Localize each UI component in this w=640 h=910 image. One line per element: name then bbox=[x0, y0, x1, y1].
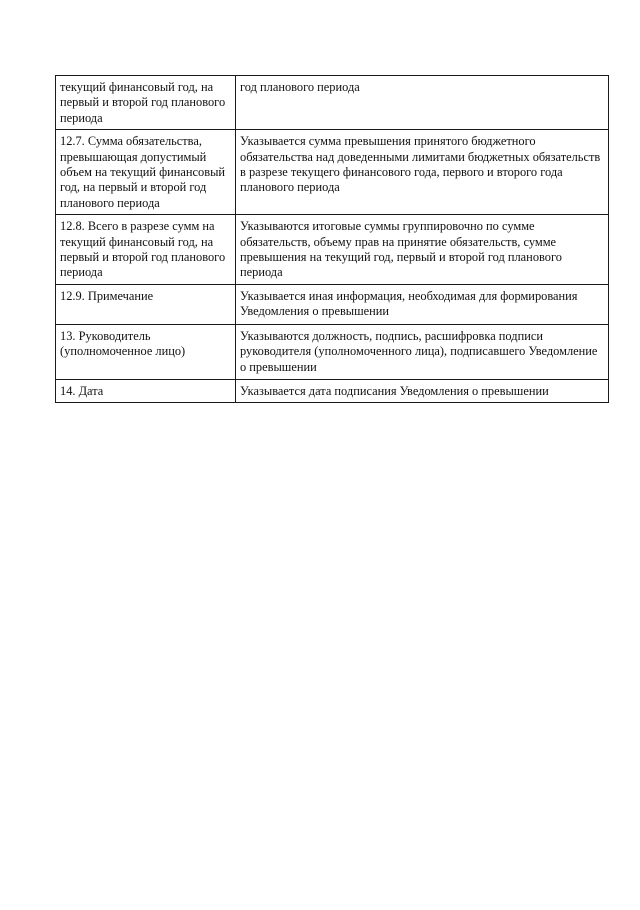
requirements-table bbox=[55, 75, 609, 403]
table-row bbox=[56, 215, 609, 285]
field-description-cell: год планового периода bbox=[236, 76, 609, 130]
field-name-cell: 12.8. Всего в разрезе сумм на текущий финансовый год, на первый и второй год планового периода bbox=[56, 215, 236, 285]
field-name-cell: 12.7. Сумма обязательства, превышающая допустимый объем на текущий финансовый год, на первый и второй год планового периода bbox=[56, 130, 236, 215]
table-row bbox=[56, 76, 609, 130]
field-name-cell: 12.9. Примечание bbox=[56, 284, 236, 324]
table-row bbox=[56, 379, 609, 402]
field-description-cell: Указываются должность, подпись, расшифровка подписи руководителя (уполномоченного лица), подписавшего Уведомление о превышении bbox=[236, 324, 609, 379]
table-row bbox=[56, 130, 609, 215]
field-description-cell: Указывается сумма превышения принятого бюджетного обязательства над доведенными лимитами бюджетных обязательств в разрезе текущего финансового года, первого и второго года планового периода bbox=[236, 130, 609, 215]
field-description-cell: Указывается иная информация, необходимая для формирования Уведомления о превышении bbox=[236, 284, 609, 324]
table-row bbox=[56, 324, 609, 379]
field-name-cell: 14. Дата bbox=[56, 379, 236, 402]
field-name-cell: 13. Руководитель (уполномоченное лицо) bbox=[56, 324, 236, 379]
field-description-cell: Указываются итоговые суммы группировочно по сумме обязательств, объему прав на принятие обязательств, сумме превышения на текущий год, первый и второй год планового периода bbox=[236, 215, 609, 285]
field-description-cell: Указывается дата подписания Уведомления о превышении bbox=[236, 379, 609, 402]
table-row bbox=[56, 284, 609, 324]
field-name-cell: текущий финансовый год, на первый и второй год планового периода bbox=[56, 76, 236, 130]
